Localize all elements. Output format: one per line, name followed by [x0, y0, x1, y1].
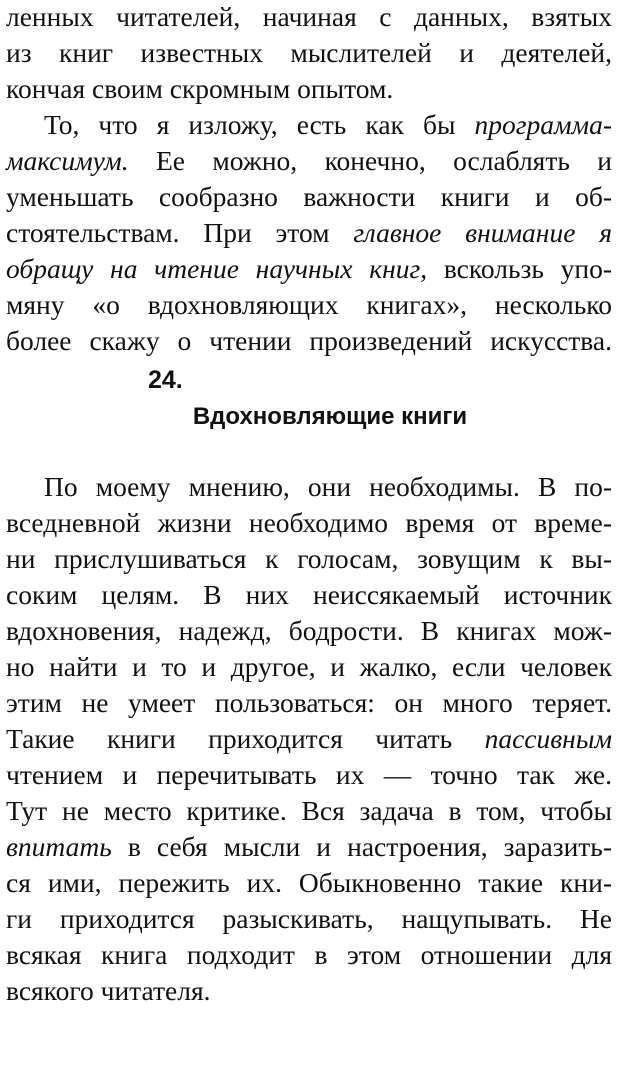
- text-segment: Такие книги приходится читать: [6, 723, 485, 754]
- text-line: ся ими, пережить их. Обыкновенно такие кни-: [6, 867, 612, 898]
- text-line: вдохновения, надежд, бодрости. В книгах мож-: [6, 615, 612, 646]
- text-line: уменьшать сообразно важности книги и об-: [6, 181, 612, 212]
- section-number: 24.: [148, 366, 183, 394]
- italic-segment: впитать: [6, 831, 112, 862]
- italic-segment: обращу на чтение научных книг,: [6, 253, 428, 284]
- italic-segment: программа-: [474, 109, 612, 140]
- text-line: соким целям. В них неиссякаемый источник: [6, 579, 612, 610]
- text-line: [6, 830, 612, 864]
- text-line: ни прислушиваться к голосам, зовущим к вы-: [6, 543, 612, 574]
- text-line: Тут не место критике. Вся задача в том, чтобы: [6, 795, 612, 826]
- text-line: мяну «о вдохновляющих книгах», несколько: [6, 289, 612, 320]
- section-title: Вдохновляющие книги: [192, 403, 468, 430]
- italic-segment: главное внимание я: [353, 217, 612, 248]
- text-line: [6, 722, 612, 756]
- text-segment: вскользь упо-: [427, 253, 612, 284]
- text-segment: То, что я изложу, есть как бы: [44, 109, 475, 140]
- text-segment: Ее можно, конечно, ослаблять и: [128, 145, 612, 176]
- text-line: [6, 252, 612, 286]
- text-line: [6, 144, 612, 178]
- text-line: [44, 108, 612, 142]
- text-line: кончая своим скромным опытом.: [6, 73, 394, 104]
- text-line: [6, 216, 612, 250]
- text-segment: в себя мысли и настроения, заразить-: [111, 831, 612, 862]
- text-line: всякая книга подходит в этом отношении для: [6, 939, 612, 970]
- text-line: более скажу о чтении произведений искусства.: [6, 325, 612, 356]
- text-line: ги приходится разыскивать, нащупывать. Не: [6, 903, 612, 934]
- text-line: но найти и то и другое, и жалко, если человек: [6, 651, 612, 682]
- text-line: из книг известных мыслителей и деятелей,: [6, 37, 612, 68]
- text-segment: стоятельствам. При этом: [6, 217, 354, 248]
- text-line: всякого читателя.: [6, 975, 211, 1006]
- italic-segment: пассивным: [484, 723, 612, 754]
- text-line: этим не умеет пользоваться: он много теряет.: [6, 687, 612, 718]
- text-line: ленных читателей, начиная с данных, взятых: [6, 1, 612, 32]
- text-line: По моему мнению, они необходимы. В по-: [44, 471, 612, 502]
- italic-segment: максимум.: [6, 145, 129, 176]
- text-line: вседневной жизни необходимо время от време-: [6, 507, 612, 538]
- text-line: чтением и перечитывать их — точно так же.: [6, 759, 612, 790]
